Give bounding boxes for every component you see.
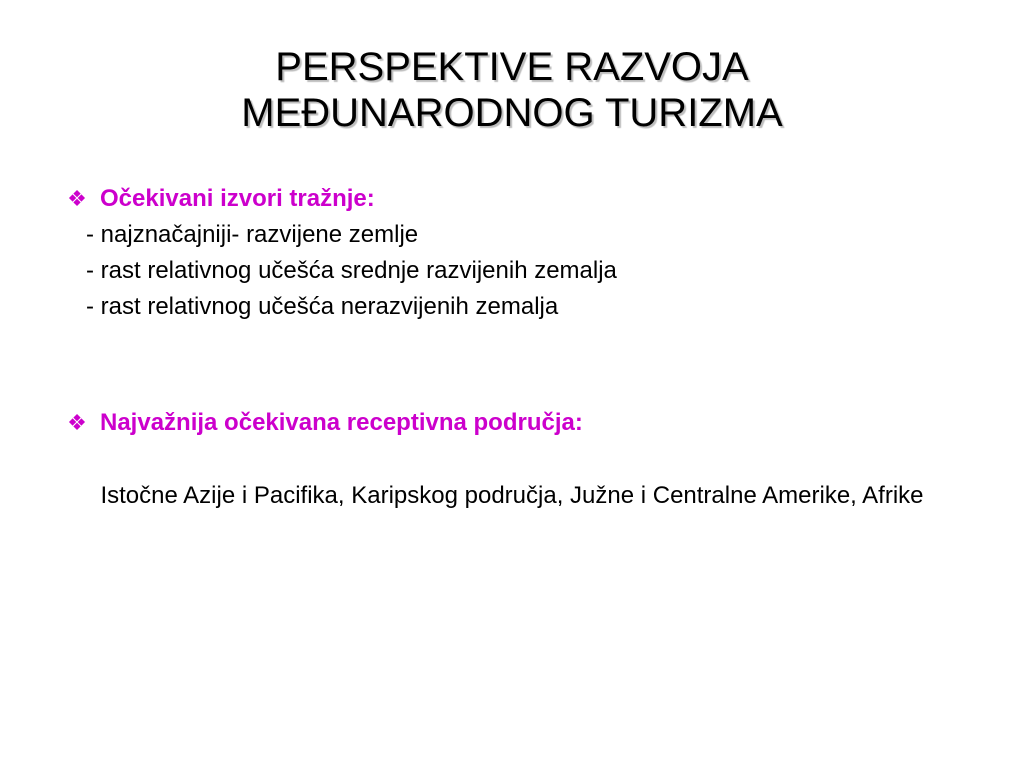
slide-title xyxy=(112,44,912,136)
list-item: - rast relativnog učešća srednje razvijenih zemalja xyxy=(86,257,617,284)
demand-sources-list xyxy=(64,217,964,325)
section-heading-text: Očekivani izvori tražnje: xyxy=(100,185,375,212)
receptive-areas-text: Istočne Azije i Pacifika, Karipskog područja, Južne i Centralne Amerike, Afrike xyxy=(100,482,924,509)
title-line-2: MEĐUNARODNOG TURIZMA xyxy=(241,91,783,135)
section-receptive-areas xyxy=(64,405,964,441)
diamond-quad-icon: ❖ xyxy=(67,410,87,435)
section-heading-text: Najvažnija očekivana receptivna područja: xyxy=(100,409,583,436)
list-item: - najznačajniji- razvijene zemlje xyxy=(86,221,419,248)
title-line-1: PERSPEKTIVE RAZVOJA xyxy=(275,45,749,89)
list-item: - rast relativnog učešća nerazvijenih zemalja xyxy=(86,293,559,320)
diamond-quad-icon: ❖ xyxy=(67,186,87,211)
section-heading xyxy=(64,181,964,217)
section-heading xyxy=(64,405,964,441)
section-demand-sources xyxy=(64,181,964,325)
